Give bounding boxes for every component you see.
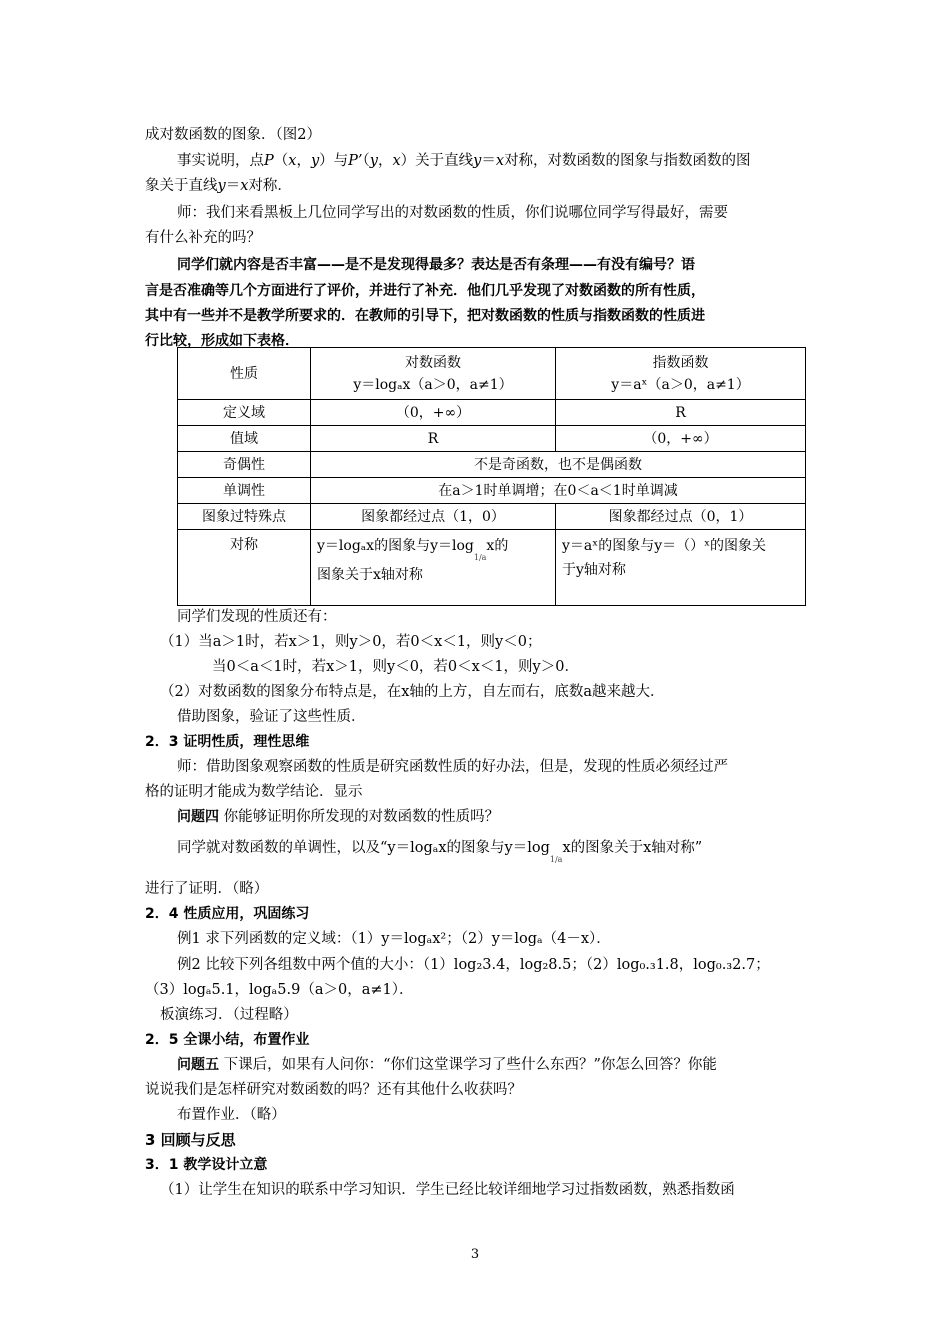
table-cell: 图象都经过点（0，1）	[556, 504, 806, 530]
paragraph-line: （1）让学生在知识的联系中学习知识．学生已经比较详细地学习过指数函数，熟悉指数函	[160, 1182, 735, 1198]
table-cell: R	[311, 426, 556, 452]
bold-paragraph-line: 言是否准确等几个方面进行了评价，并进行了补充．他们几乎发现了对数函数的所有性质，	[145, 283, 705, 299]
table-cell: （0，+∞）	[556, 426, 806, 452]
paragraph-line: 问题五 下课后，如果有人问你：“你们这堂课学习了些什么东西？”你怎么回答？你能	[177, 1057, 717, 1073]
comparison-table	[177, 347, 806, 606]
table-cell: 在a＞1时单调增；在0＜a＜1时单调减	[311, 478, 806, 504]
table-cell: 不是奇函数，也不是偶函数	[311, 452, 806, 478]
table-cell: y＝aˣ的图象与y＝（）ˣ的图象关 于y轴对称	[556, 530, 806, 606]
table-cell: R	[556, 400, 806, 426]
section-heading: 2．4 性质应用，巩固练习	[145, 906, 310, 922]
paragraph-line: 借助图象，验证了这些性质．	[177, 709, 366, 725]
paragraph-line: 同学们发现的性质还有：	[177, 609, 337, 625]
section-heading: 2．5 全课小结，布置作业	[145, 1032, 310, 1048]
paragraph-line: 例2 比较下列各组数中两个值的大小：（1）log₂3.4，log₂8.5；（2）log₀.₃1.8，log₀.₃2.7；	[177, 957, 770, 973]
paragraph-line: 事实说明，点P（x，y）与P’（y，x）关于直线y＝x对称，对数函数的图象与指数函数的图	[177, 153, 751, 169]
section-heading: 2．3 证明性质，理性思维	[145, 734, 310, 750]
paragraph-line: 格的证明才能成为数学结论．显示	[145, 784, 363, 800]
table-cell: y＝logₐx的图象与y＝log1/ax的 图象关于x轴对称	[311, 530, 556, 606]
table-cell: （0，+∞）	[311, 400, 556, 426]
paragraph-line: 有什么补充的吗？	[145, 230, 261, 246]
question-label: 问题五	[177, 1057, 219, 1073]
paragraph-line: 进行了证明．（略）	[145, 881, 269, 897]
paragraph-line: 说说我们是怎样研究对数函数的吗？还有其他什么收获吗？	[145, 1082, 522, 1098]
bold-paragraph-line: 同学们就内容是否丰富——是不是发现得最多？表达是否有条理——有没有编号？语	[177, 257, 695, 273]
table-header-cell: 对数函数 y＝logₐx（a＞0，a≠1）	[311, 348, 556, 400]
table-row	[178, 504, 806, 530]
paragraph-line: 师：我们来看黑板上几位同学写出的对数函数的性质，你们说哪位同学写得最好，需要	[177, 205, 728, 221]
paragraph-line: 当0＜a＜1时，若x＞1，则y＜0，若0＜x＜1，则y＞0．	[212, 659, 579, 675]
paragraph-line: （3）logₐ5.1，logₐ5.9（a＞0，a≠1）．	[145, 982, 414, 998]
bold-paragraph-line: 行比较，形成如下表格．	[145, 333, 299, 349]
table-cell: 值域	[178, 426, 311, 452]
table-cell: 奇偶性	[178, 452, 311, 478]
table-cell: 图象过特殊点	[178, 504, 311, 530]
table-cell: 图象都经过点（1，0）	[311, 504, 556, 530]
section-heading: 3 回顾与反思	[145, 1131, 236, 1149]
table-row	[178, 452, 806, 478]
table-row	[178, 426, 806, 452]
table-header-row	[178, 348, 806, 400]
paragraph-line: 例1 求下列函数的定义域：（1）y＝logₐx²；（2）y＝logₐ（4－x）．	[177, 931, 611, 947]
section-heading: 3．1 教学设计立意	[145, 1157, 268, 1173]
table-cell: 单调性	[178, 478, 311, 504]
paragraph-line: 板演练习．（过程略）	[160, 1007, 298, 1023]
table-row	[178, 478, 806, 504]
table-header-cell: 指数函数 y＝aˣ（a＞0，a≠1）	[556, 348, 806, 400]
paragraph-line: 象关于直线y＝x对称．	[145, 178, 292, 194]
question-label: 问题四	[177, 809, 219, 825]
paragraph-line: 成对数函数的图象．（图2）	[145, 127, 321, 143]
paragraph-line: （2）对数函数的图象分布特点是，在x轴的上方，自左而右，底数a越来越大．	[160, 684, 665, 700]
page-number: 3	[470, 1247, 480, 1262]
table-cell: 定义域	[178, 400, 311, 426]
paragraph-line: 问题四 你能够证明你所发现的对数函数的性质吗？	[177, 809, 500, 825]
paragraph-line: 布置作业．（略）	[177, 1107, 286, 1123]
paragraph-line: 师：借助图象观察函数的性质是研究函数性质的好办法，但是，发现的性质必须经过严	[177, 759, 728, 775]
table-row	[178, 400, 806, 426]
table-cell: 对称	[178, 530, 311, 606]
table-row	[178, 530, 806, 606]
bold-paragraph-line: 其中有一些并不是教学所要求的．在教师的引导下，把对数函数的性质与指数函数的性质进	[145, 308, 705, 324]
paragraph-line: 同学就对数函数的单调性，以及“y＝logₐx的图象与y＝log1/ax的图象关于x轴对称”	[177, 840, 703, 864]
paragraph-line: （1）当a＞1时，若x＞1，则y＞0，若0＜x＜1，则y＜0；	[160, 634, 542, 650]
table-header-cell: 性质	[178, 348, 311, 400]
